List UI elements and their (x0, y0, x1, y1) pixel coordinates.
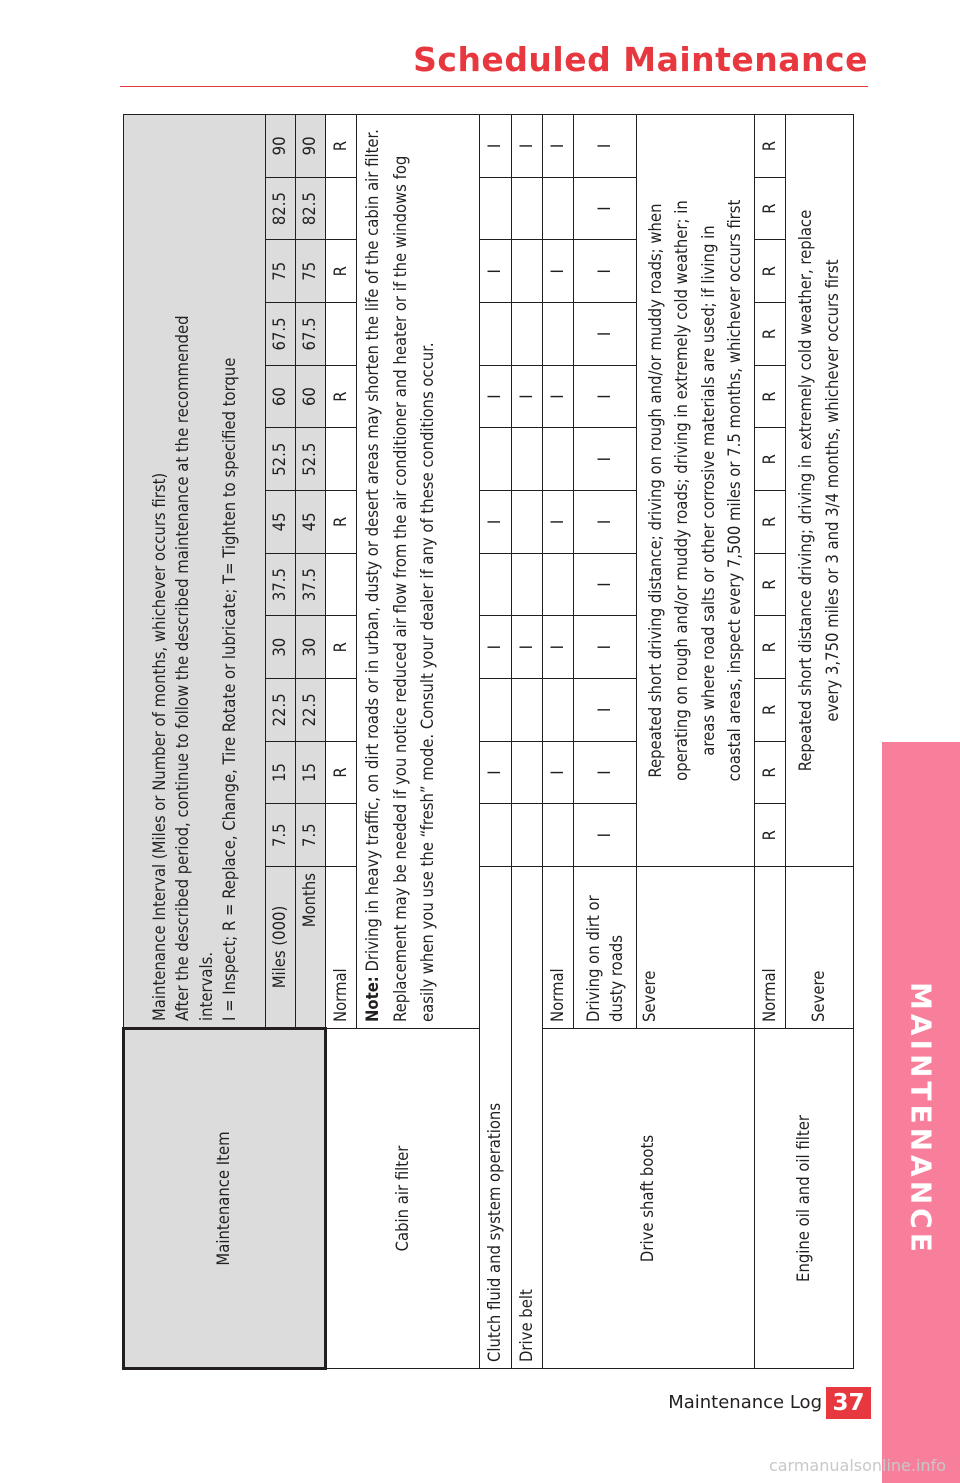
miles-label: Miles (000) (266, 867, 296, 1029)
table-cell: R (755, 428, 786, 491)
table-cell (326, 804, 357, 867)
table-cell: I (480, 240, 512, 303)
table-cell (543, 303, 574, 366)
table-cell: I (574, 303, 637, 366)
table-cell: I (480, 741, 512, 804)
table-row (326, 115, 357, 1369)
table-cell (512, 741, 543, 804)
table-cell: I (574, 177, 637, 240)
table-cell (326, 679, 357, 742)
table-cell (512, 428, 543, 491)
table-cell: I (480, 115, 512, 178)
table-cell: R (326, 491, 357, 554)
table-cell (512, 804, 543, 867)
table-cell: I (480, 365, 512, 428)
severe-line: Repeated short driving distance; driving on rough and/or muddy roads; when (645, 203, 665, 778)
table-cell: R (755, 741, 786, 804)
table-cell: R (326, 115, 357, 178)
table-cell: I (512, 616, 543, 679)
condition-label: Severe (637, 867, 755, 1029)
table-cell: I (543, 741, 574, 804)
table-cell (326, 428, 357, 491)
header-line-4: I = Inspect; R = Replace, Change, Tire Rotate or lubricate; T= Tighten to specified torque (219, 357, 239, 1021)
table-cell (480, 428, 512, 491)
item-cabin-air-filter: Cabin air filter (326, 1029, 480, 1369)
severe-description (637, 115, 755, 867)
table-cell: R (755, 553, 786, 616)
interval-months: 75 (296, 240, 326, 303)
condition-label: Severe (786, 867, 854, 1029)
table-cell: I (574, 428, 637, 491)
item-clutch-fluid: Clutch fluid and system operations (480, 867, 512, 1369)
table-cell (480, 553, 512, 616)
table-cell: I (574, 365, 637, 428)
header-line-2: After the described period, continue to follow the described maintenance at the recommended (173, 315, 193, 1021)
section-tab-label: MAINTENANCE (904, 982, 938, 1256)
section-tab-text-wrap (882, 742, 960, 1483)
severe-line: Repeated short distance driving; driving in extremely cold weather, replace (796, 209, 816, 772)
maintenance-table (122, 114, 854, 1370)
table-cell: I (574, 741, 637, 804)
table-row (512, 115, 543, 1369)
interval-miles: 52.5 (266, 428, 296, 491)
severe-line: operating on rough and/or muddy roads; driving in extremely cold weather; in (672, 200, 692, 781)
table-cell (512, 303, 543, 366)
table-cell: I (543, 491, 574, 554)
table-cell: R (755, 303, 786, 366)
interval-miles: 15 (266, 741, 296, 804)
table-cell (480, 679, 512, 742)
footer-label: Maintenance Log (668, 1392, 822, 1413)
condition-label: Driving on dirt or dusty roads (574, 867, 637, 1029)
severe-description (786, 115, 854, 867)
months-label: Months (296, 867, 326, 1029)
interval-months: 67.5 (296, 303, 326, 366)
watermark: carmanualsonline.info (768, 1456, 946, 1475)
note-label: Note: (363, 976, 382, 1022)
table-cell: R (755, 365, 786, 428)
table-cell: R (755, 679, 786, 742)
table-cell: I (543, 240, 574, 303)
header-line-3: intervals. (196, 951, 216, 1021)
table-cell (543, 679, 574, 742)
maintenance-table-rotated (122, 116, 842, 1370)
table-cell (543, 177, 574, 240)
table-cell: R (755, 177, 786, 240)
item-engine-oil: Engine oil and oil filter (755, 1029, 854, 1369)
table-cell: I (480, 616, 512, 679)
condition-label: Normal (326, 867, 357, 1029)
interval-months: 60 (296, 365, 326, 428)
interval-months: 22.5 (296, 679, 326, 742)
item-drive-shaft-boots: Drive shaft boots (543, 1029, 755, 1369)
table-cell: I (574, 240, 637, 303)
interval-miles: 22.5 (266, 679, 296, 742)
table-cell (326, 177, 357, 240)
table-cell: R (755, 616, 786, 679)
table-cell: I (543, 365, 574, 428)
item-drive-belt: Drive belt (512, 867, 543, 1369)
interval-months: 52.5 (296, 428, 326, 491)
interval-miles: 67.5 (266, 303, 296, 366)
condition-label: Normal (543, 867, 574, 1029)
table-cell: I (574, 115, 637, 178)
interval-months: 82.5 (296, 177, 326, 240)
interval-miles: 45 (266, 491, 296, 554)
table-cell: R (326, 741, 357, 804)
interval-miles: 7.5 (266, 804, 296, 867)
severe-line: every 3,750 miles or 3 and 3/4 months, whichever occurs first (822, 259, 842, 722)
table-row (755, 115, 786, 1369)
table-cell (326, 553, 357, 616)
interval-months: 7.5 (296, 804, 326, 867)
interval-miles: 37.5 (266, 553, 296, 616)
table-cell: I (543, 616, 574, 679)
interval-months: 90 (296, 115, 326, 178)
interval-miles: 90 (266, 115, 296, 178)
condition-label: Normal (755, 867, 786, 1029)
table-cell: R (755, 804, 786, 867)
severe-line: areas where road salts or other corrosive materials are used; if living in (698, 225, 718, 756)
severe-line: coastal areas, inspect every 7,500 miles or 7.5 months, whichever occurs first (724, 199, 744, 782)
interval-miles: 82.5 (266, 177, 296, 240)
table-cell: R (326, 240, 357, 303)
table-cell: I (512, 115, 543, 178)
col-header-maintenance-item: Maintenance Item (124, 1029, 326, 1369)
table-cell: I (574, 804, 637, 867)
table-cell (512, 177, 543, 240)
table-cell: R (326, 365, 357, 428)
table-cell (543, 553, 574, 616)
table-cell (512, 491, 543, 554)
interval-header-text (124, 115, 266, 1029)
page-number: 37 (826, 1387, 871, 1419)
table-cell: I (574, 491, 637, 554)
table-cell (326, 303, 357, 366)
table-cell (480, 804, 512, 867)
table-cell: I (480, 491, 512, 554)
interval-months: 37.5 (296, 553, 326, 616)
table-cell: I (574, 553, 637, 616)
table-cell (512, 679, 543, 742)
table-cell (480, 177, 512, 240)
table-row (543, 115, 574, 1369)
interval-months: 15 (296, 741, 326, 804)
interval-miles: 75 (266, 240, 296, 303)
table-cell (512, 553, 543, 616)
table-cell: I (574, 616, 637, 679)
table-cell (512, 240, 543, 303)
table-cell: I (574, 679, 637, 742)
interval-months: 45 (296, 491, 326, 554)
section-tab (882, 742, 960, 1483)
table-cell: I (543, 115, 574, 178)
table-cell: R (755, 491, 786, 554)
page-title: Scheduled Maintenance (413, 40, 868, 79)
table-cell (480, 303, 512, 366)
table-row (480, 115, 512, 1369)
table-cell (543, 804, 574, 867)
table-cell (543, 428, 574, 491)
header-line-1: Maintenance Interval (Miles or Number of months, whichever occurs first) (150, 472, 170, 1021)
interval-miles: 60 (266, 365, 296, 428)
note-text: Driving in heavy traffic, on dirt roads or in urban, dusty or desert areas may shorten the life of the cabin air filter. Replacement may be needed if you notice reduced air flow from the air conditioner and heater or if the windows fog easily when you use the “fresh” mode. Consult your dealer if any of these conditions occur. (363, 129, 438, 1022)
interval-months: 30 (296, 616, 326, 679)
table-cell: I (512, 365, 543, 428)
interval-miles: 30 (266, 616, 296, 679)
title-rule (120, 86, 868, 87)
cabin-filter-note (357, 115, 480, 1029)
table-cell: R (755, 115, 786, 178)
table-cell: R (755, 240, 786, 303)
table-cell: R (326, 616, 357, 679)
